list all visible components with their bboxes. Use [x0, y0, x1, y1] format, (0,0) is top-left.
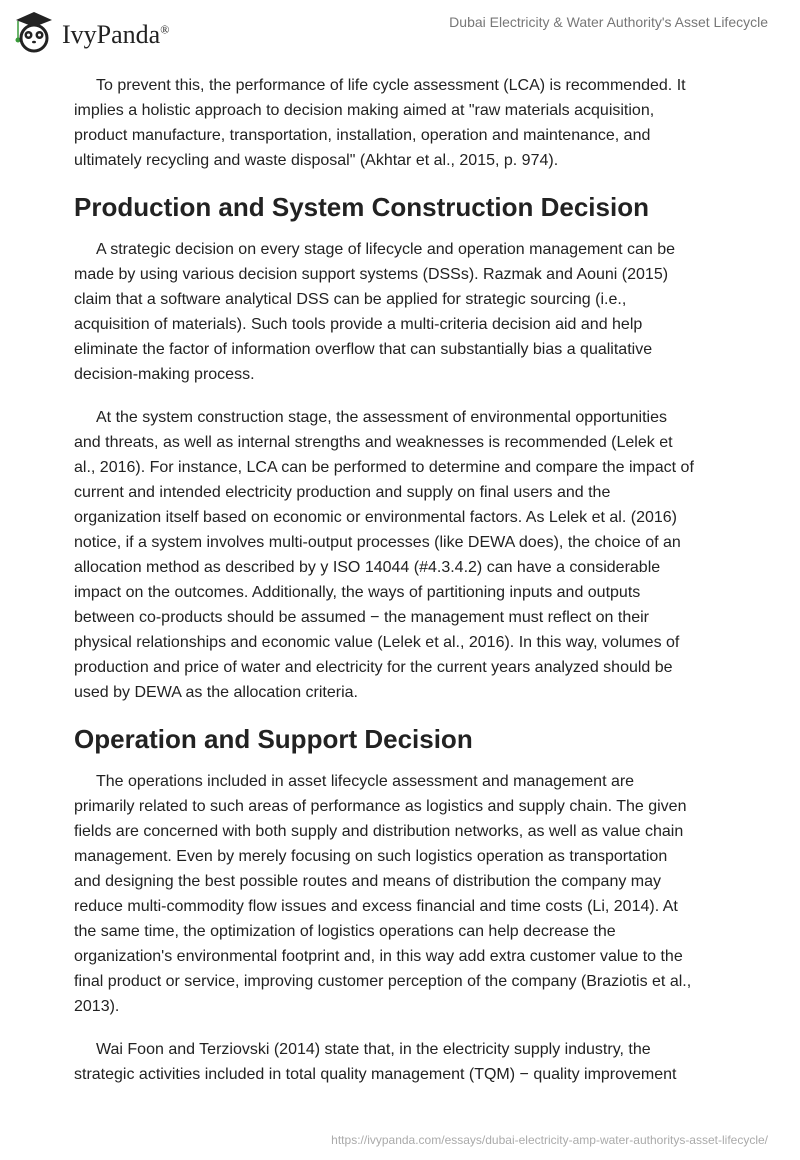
text-line: acquisition of materials). Such tools provide a multi-criteria decision aid and help — [74, 316, 643, 333]
text-line: strategic activities included in total quality management (TQM) − quality improvement — [74, 1066, 677, 1083]
text-line: the same time, the optimization of logistics operations can help decrease the — [74, 923, 616, 940]
text-line: primarily related to such areas of performance as logistics and supply chain. The given — [74, 798, 687, 815]
text-line: The operations included in asset lifecycle assessment and management are — [96, 773, 635, 790]
logo[interactable] — [12, 8, 169, 54]
text-line: implies a holistic approach to decision making aimed at "raw materials acquisition, — [74, 102, 655, 119]
text-line: A strategic decision on every stage of lifecycle and operation management can be — [96, 241, 676, 258]
text-line: used by DEWA as the allocation criteria. — [74, 684, 358, 701]
section-heading-production: Production and System Construction Decision — [74, 192, 649, 222]
text-line: impact on the outcomes. Additionally, the ways of partitioning inputs and outputs — [74, 584, 641, 601]
text-line: final product or service, improving customer perception of the company (Braziotis et al., — [74, 973, 692, 990]
text-line: made by using various decision support systems (DSSs). Razmak and Aouni (2015) — [74, 266, 669, 283]
paragraph — [74, 405, 734, 705]
text-line: To prevent this, the performance of life cycle assessment (LCA) is recommended. It — [96, 77, 686, 94]
text-line: current and intended electricity production and supply on final users and the — [74, 484, 611, 501]
text-line: production and price of water and electricity for the current years analyzed should be — [74, 659, 673, 676]
logo-text: IvyPanda® — [62, 20, 170, 49]
text-line: management. Even by merely focusing on such logistics operation as transportation — [74, 848, 668, 865]
text-line: ultimately recycling and waste disposal" (Akhtar et al., 2015, p. 974). — [74, 152, 559, 169]
article-content — [74, 73, 734, 1105]
paragraph — [74, 237, 734, 387]
text-line: eliminate the factor of information overflow that can substantially bias a qualitative — [74, 341, 653, 358]
text-line: decision-making process. — [74, 366, 255, 383]
text-line: al., 2016). For instance, LCA can be performed to determine and compare the impact of — [74, 459, 694, 476]
text-line: notice, if a system involves multi-output processes (like DEWA does), the choice of an — [74, 534, 681, 551]
text-line: Wai Foon and Terziovski (2014) state that, in the electricity supply industry, the — [96, 1041, 651, 1058]
text-line: product manufacture, transportation, installation, operation and maintenance, and — [74, 127, 651, 144]
text-line: organization's environmental footprint and, in this way add extra customer value to the — [74, 948, 683, 965]
text-line: and designing the best possible routes and means of distribution the company may — [74, 873, 662, 890]
text-line: At the system construction stage, the assessment of environmental opportunities — [96, 409, 667, 426]
text-line: physical relationships and economic value (Lelek et al., 2016). In this way, volumes of — [74, 634, 680, 651]
text-line: organization itself based on economic or environmental factors. As Lelek et al. (2016) — [74, 509, 677, 526]
paragraph — [74, 73, 734, 173]
section-heading-operation: Operation and Support Decision — [74, 724, 473, 754]
panda-logo-icon — [12, 8, 56, 54]
paragraph — [74, 769, 734, 1019]
text-line: claim that a software analytical DSS can be applied for strategic sourcing (i.e., — [74, 291, 627, 308]
document-title: Dubai Electricity & Water Authority's Asset Lifecycle — [449, 14, 768, 30]
text-line: fields are concerned with both supply and distribution networks, as well as value chain — [74, 823, 684, 840]
text-line: 2013). — [74, 998, 120, 1015]
text-line: reduce multi-commodity flow issues and excess financial and time costs (Li, 2014). At — [74, 898, 678, 915]
paragraph — [74, 1037, 734, 1087]
text-line: allocation method as described by y ISO 14044 (#4.3.4.2) can have a considerable — [74, 559, 661, 576]
text-line: and threats, as well as internal strengths and weaknesses is recommended (Lelek et — [74, 434, 673, 451]
source-url[interactable]: https://ivypanda.com/essays/dubai-electricity-amp-water-authoritys-asset-lifecycle/ — [331, 1133, 768, 1147]
text-line: between co-products should be assumed − the management must reflect on their — [74, 609, 649, 626]
